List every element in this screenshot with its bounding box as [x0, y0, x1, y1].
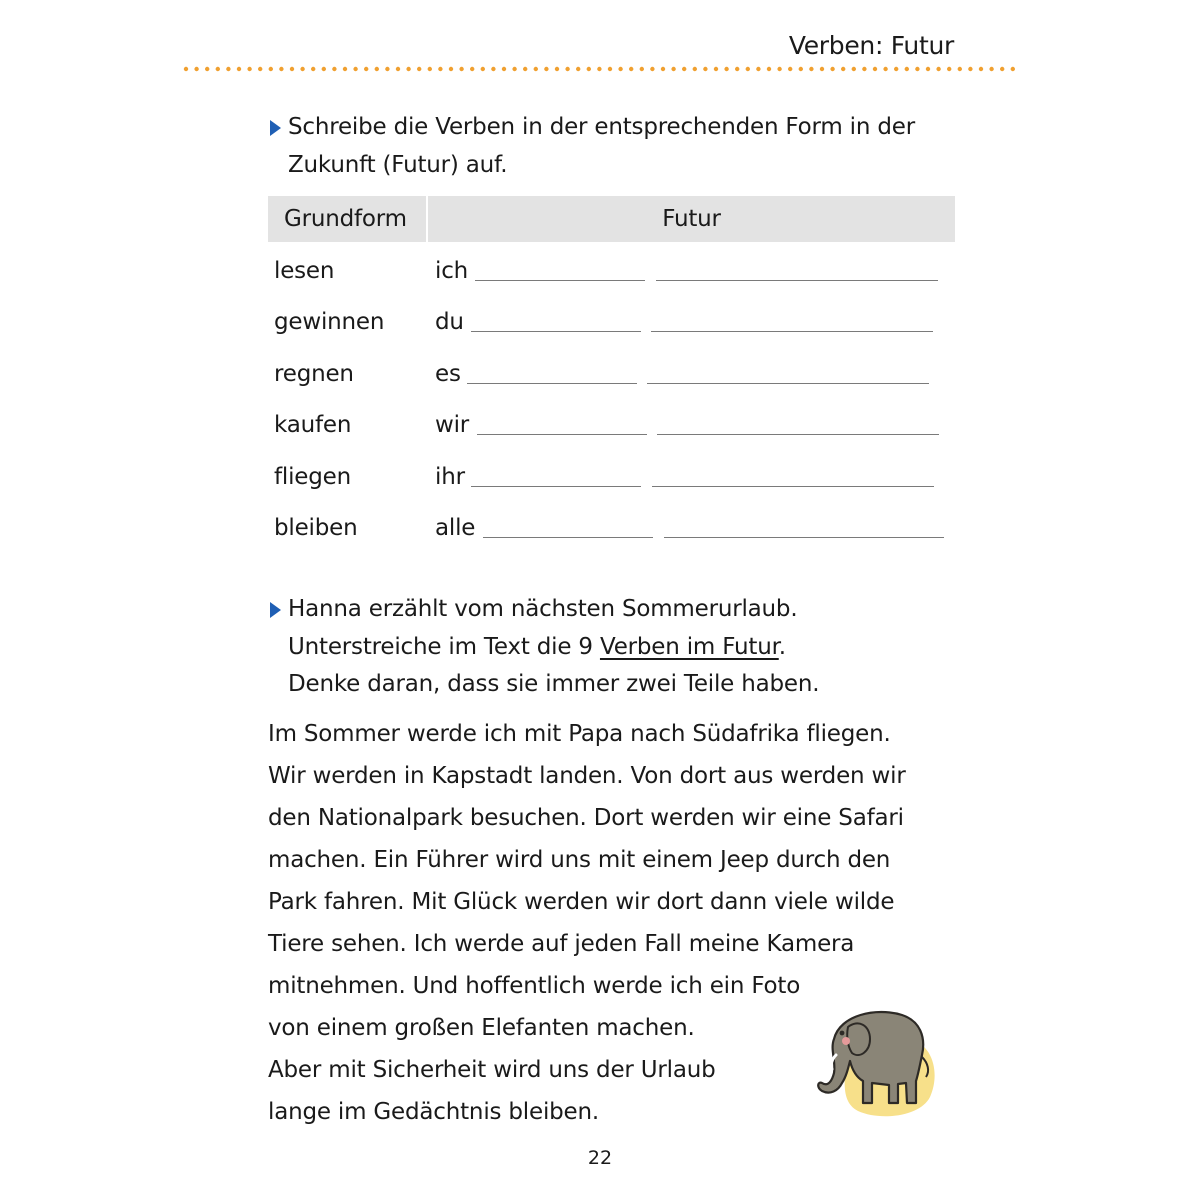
rule-dot: [491, 67, 495, 71]
instruction-line: [268, 629, 819, 667]
rule-dot: [820, 67, 824, 71]
rule-dot: [428, 67, 432, 71]
task-1-instruction: [268, 109, 915, 184]
answer-blank-aux[interactable]: [483, 537, 653, 538]
pronoun-cell: ich: [435, 258, 469, 284]
pronoun-cell: wir: [435, 412, 470, 439]
rule-dot: [650, 67, 654, 71]
story-line: den Nationalpark besuchen. Dort werden wir eine Safari: [268, 805, 904, 831]
rule-dot: [269, 67, 273, 71]
story-line: Im Sommer werde ich mit Papa nach Südafrika fliegen.: [268, 721, 891, 747]
rule-dot: [703, 67, 707, 71]
table-row: [268, 345, 955, 396]
rule-dot: [682, 67, 686, 71]
rule-dot: [777, 67, 781, 71]
rule-dot: [947, 67, 951, 71]
rule-dot: [205, 67, 209, 71]
rule-dot: [724, 67, 728, 71]
rule-dot: [544, 67, 548, 71]
rule-dot: [629, 67, 633, 71]
story-line: mitnehmen. Und hoffentlich werde ich ein Foto: [268, 973, 801, 999]
instruction-line: Denke daran, dass sie immer zwei Teile haben.: [288, 671, 820, 697]
rule-dot: [322, 67, 326, 71]
rule-dot: [343, 67, 347, 71]
rule-dot: [894, 67, 898, 71]
answer-blank-verb[interactable]: [657, 434, 939, 435]
table-row: [268, 293, 955, 344]
rule-dot: [481, 67, 485, 71]
rule-dot: [746, 67, 750, 71]
table-row: [268, 499, 955, 550]
pronoun-cell: ihr: [435, 463, 465, 490]
rule-dot: [979, 67, 983, 71]
story-line: Tiere sehen. Ich werde auf jeden Fall meine Kamera: [268, 931, 855, 957]
instruction-line: Zukunft (Futur) auf.: [288, 151, 508, 178]
rule-dot: [237, 67, 241, 71]
rule-dot: [714, 67, 718, 71]
rule-dot: [523, 67, 527, 71]
rule-dot: [905, 67, 909, 71]
table-row: [268, 448, 955, 499]
rule-dot: [640, 67, 644, 71]
rule-dot: [216, 67, 220, 71]
rule-dot: [565, 67, 569, 71]
header-grundform: Grundform: [268, 196, 428, 242]
grundform-cell: bleiben: [274, 514, 358, 541]
rule-dot: [194, 67, 198, 71]
underlined-term: Verben im Futur: [599, 633, 779, 660]
rule-dot: [661, 67, 665, 71]
rule-dot: [767, 67, 771, 71]
rule-dot: [555, 67, 559, 71]
elephant-cheek: [842, 1037, 850, 1045]
grundform-cell: gewinnen: [274, 309, 385, 336]
answer-blank-aux[interactable]: [475, 280, 645, 281]
answer-blank-aux[interactable]: [471, 331, 641, 332]
rule-dot: [576, 67, 580, 71]
rule-dot: [671, 67, 675, 71]
instruction-text: Unterstreiche im Text die 9: [288, 633, 600, 660]
rule-dot: [512, 67, 516, 71]
elephant-eye: [840, 1031, 845, 1036]
rule-dot: [862, 67, 866, 71]
rule-dot: [989, 67, 993, 71]
table-row: [268, 242, 955, 293]
rule-dot: [693, 67, 697, 71]
rule-dot: [883, 67, 887, 71]
rule-dot: [915, 67, 919, 71]
rule-dot: [502, 67, 506, 71]
grundform-cell: regnen: [274, 360, 354, 387]
rule-dot: [438, 67, 442, 71]
table-header: [268, 196, 955, 242]
grundform-cell: fliegen: [274, 463, 351, 490]
rule-dot: [958, 67, 962, 71]
instruction-line: Schreibe die Verben in der entsprechenden Form in der: [288, 114, 915, 140]
story-line: machen. Ein Führer wird uns mit einem Jeep durch den: [268, 847, 891, 873]
page-header-title: Verben: Futur: [788, 31, 954, 60]
pronoun-cell: es: [435, 360, 461, 387]
rule-dot: [459, 67, 463, 71]
rule-dot: [226, 67, 230, 71]
rule-dot: [735, 67, 739, 71]
page-number: 22: [587, 1147, 613, 1169]
answer-blank-verb[interactable]: [647, 383, 929, 384]
rule-dot: [258, 67, 262, 71]
pronoun-cell: alle: [435, 514, 476, 541]
task-bullet-icon: [270, 602, 281, 618]
task-bullet-icon: [270, 120, 281, 136]
rule-dot: [968, 67, 972, 71]
rule-dot: [936, 67, 940, 71]
rule-dot: [788, 67, 792, 71]
instruction-line: Hanna erzählt vom nächsten Sommerurlaub.: [288, 596, 798, 622]
story-line: Park fahren. Mit Glück werden wir dort dann viele wilde: [268, 889, 895, 915]
answer-blank-aux[interactable]: [477, 434, 647, 435]
rule-dot: [375, 67, 379, 71]
rule-dot: [406, 67, 410, 71]
rule-dot: [809, 67, 813, 71]
answer-blank-verb[interactable]: [652, 486, 934, 487]
table-row: [268, 396, 955, 447]
pronoun-cell: du: [435, 309, 464, 336]
story-line: Aber mit Sicherheit wird uns der Urlaub: [268, 1057, 716, 1083]
rule-dot: [534, 67, 538, 71]
rule-dot: [364, 67, 368, 71]
task-2-instruction: [268, 591, 819, 704]
rule-dot: [799, 67, 803, 71]
header-dotted-rule: [183, 66, 1023, 72]
rule-dot: [290, 67, 294, 71]
answer-blank-aux[interactable]: [471, 486, 641, 487]
grundform-cell: kaufen: [274, 412, 352, 439]
header-futur: Futur: [662, 206, 721, 232]
rule-dot: [926, 67, 930, 71]
rule-dot: [1011, 67, 1015, 71]
answer-blank-verb[interactable]: [664, 537, 944, 538]
story-line: von einem großen Elefanten machen.: [268, 1015, 695, 1041]
rule-dot: [852, 67, 856, 71]
rule-dot: [841, 67, 845, 71]
rule-dot: [608, 67, 612, 71]
rule-dot: [385, 67, 389, 71]
answer-blank-aux[interactable]: [467, 383, 637, 384]
rule-dot: [279, 67, 283, 71]
rule-dot: [184, 67, 188, 71]
rule-dot: [396, 67, 400, 71]
rule-dot: [311, 67, 315, 71]
rule-dot: [470, 67, 474, 71]
rule-dot: [449, 67, 453, 71]
rule-dot: [873, 67, 877, 71]
rule-dot: [417, 67, 421, 71]
rule-dot: [756, 67, 760, 71]
rule-dot: [597, 67, 601, 71]
elephant-ear: [847, 1023, 870, 1055]
story-line: lange im Gedächtnis bleiben.: [268, 1099, 599, 1125]
verb-table: [268, 196, 955, 550]
answer-blank-verb[interactable]: [651, 331, 933, 332]
instruction-text: .: [778, 633, 786, 660]
rule-dot: [247, 67, 251, 71]
rule-dot: [587, 67, 591, 71]
story-line: Wir werden in Kapstadt landen. Von dort aus werden wir: [268, 763, 906, 789]
grundform-cell: lesen: [274, 258, 335, 284]
rule-dot: [1000, 67, 1004, 71]
answer-blank-verb[interactable]: [656, 280, 938, 281]
rule-dot: [353, 67, 357, 71]
elephant-icon: [806, 1003, 942, 1119]
rule-dot: [300, 67, 304, 71]
rule-dot: [830, 67, 834, 71]
rule-dot: [332, 67, 336, 71]
rule-dot: [618, 67, 622, 71]
